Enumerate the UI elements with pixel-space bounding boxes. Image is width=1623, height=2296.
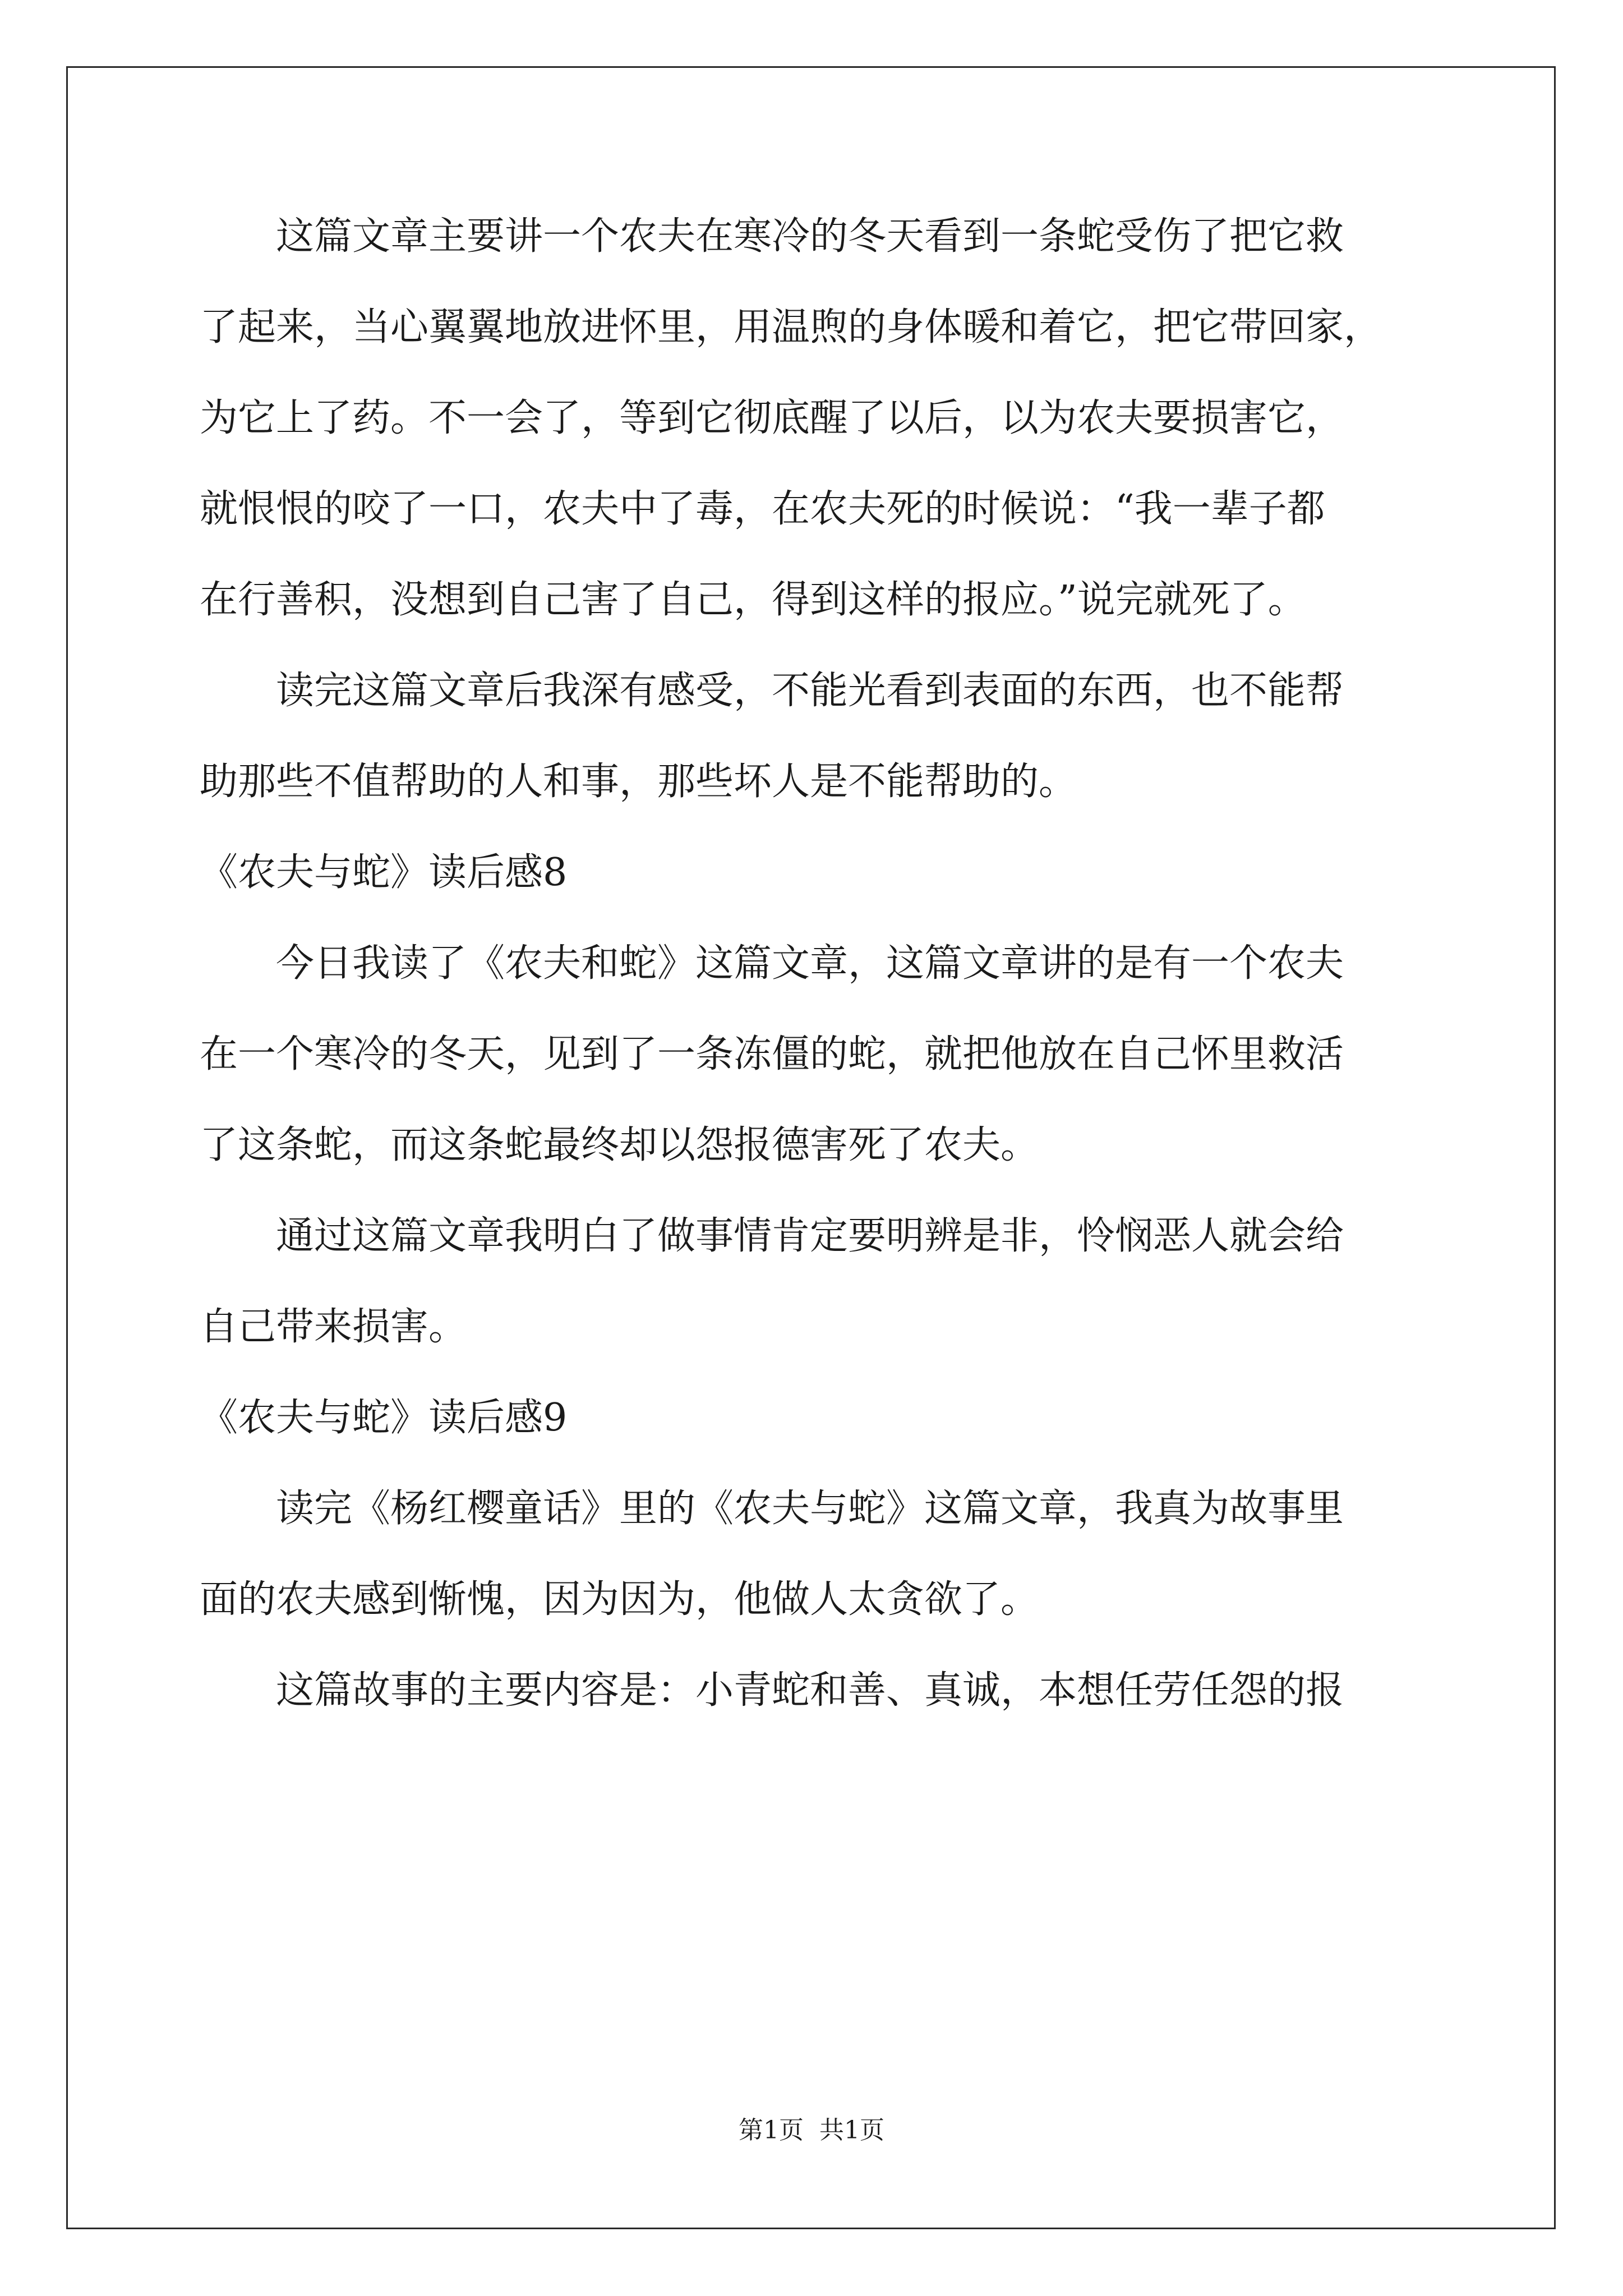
text-line-4: 就恨恨的咬了一口，农夫中了毒，在农夫死的时候说：“我一辈子都 xyxy=(200,487,1325,531)
text-line-7: 助那些不值帮助的人和事，那些坏人是不能帮助的。 xyxy=(200,760,1077,804)
text-line-11: 了这条蛇，而这条蛇最终却以怨报德害死了农夫。 xyxy=(200,1123,1039,1167)
section-heading-9: 《农夫与蛇》读后感9 xyxy=(200,1396,568,1440)
text-line-3: 为它上了药。不一会了，等到它彻底醒了以后，以为农夫要损害它， xyxy=(200,396,1344,440)
text-line-13: 自己带来损害。 xyxy=(200,1305,467,1349)
text-line-17: 这篇故事的主要内容是：小青蛇和善、真诚，本想任劳任怨的报 xyxy=(200,1668,1344,1713)
text-line-9: 今日我读了《农夫和蛇》这篇文章，这篇文章讲的是有一个农夫 xyxy=(200,941,1344,986)
page-total: 共1页 xyxy=(819,2116,884,2145)
text-line-2: 了起来，当心翼翼地放进怀里，用温煦的身体暖和着它，把它带回家， xyxy=(200,305,1382,349)
page-number: 第1页 xyxy=(739,2116,804,2145)
text-line-5: 在行善积，没想到自己害了自己，得到这样的报应。”说完就死了。 xyxy=(200,578,1306,622)
text-line-1: 这篇文章主要讲一个农夫在寒冷的冬天看到一条蛇受伤了把它救 xyxy=(200,214,1344,259)
text-line-6: 读完这篇文章后我深有感受，不能光看到表面的东西，也不能帮 xyxy=(200,669,1344,713)
text-line-16: 面的农夫感到惭愧，因为因为，他做人太贪欲了。 xyxy=(200,1577,1039,1622)
text-line-10: 在一个寒冷的冬天，见到了一条冻僵的蛇，就把他放在自己怀里救活 xyxy=(200,1032,1344,1076)
section-heading-8: 《农夫与蛇》读后感8 xyxy=(200,850,568,895)
text-line-15: 读完《杨红樱童话》里的《农夫与蛇》这篇文章，我真为故事里 xyxy=(200,1487,1344,1531)
page-footer xyxy=(0,2114,1623,2147)
text-line-12: 通过这篇文章我明白了做事情肯定要明辨是非，怜悯恶人就会给 xyxy=(200,1214,1344,1258)
